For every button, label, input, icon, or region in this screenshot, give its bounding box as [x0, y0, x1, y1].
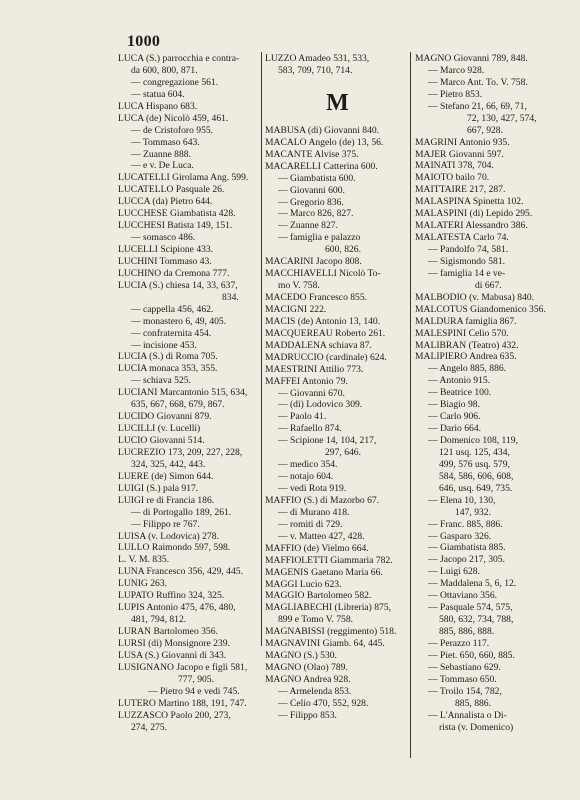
index-entry-line: MALCOTUS Giandomenico 356.	[415, 303, 546, 315]
index-entry-line: LUSA (S.) Giovanni di 343.	[118, 649, 227, 661]
page-number: 1000	[127, 33, 161, 50]
index-entry-line: LUCHINI Tommaso 43.	[118, 255, 212, 267]
column-2-entries	[265, 125, 410, 722]
index-entry-line: 646, usq. 649, 735.	[439, 482, 513, 494]
index-entry-line: MACIGNI 222.	[265, 303, 327, 315]
index-entry-line: MAGNAVINI Giamb. 64, 445.	[265, 638, 385, 650]
index-entry-line: LUZZASCO Paolo 200, 273,	[118, 709, 231, 721]
index-entry-line: LUNA Francesco 356, 429, 445.	[118, 566, 243, 578]
index-entry-line: — Pietro 94 e vedi 745.	[148, 685, 240, 697]
index-entry-line: MAITTAIRE 217, 287.	[415, 184, 506, 196]
index-entry-line: MALASPINI (di) Lepido 295.	[415, 208, 533, 220]
index-entry-line: MAFFEI Antonio 79.	[265, 375, 348, 387]
index-entry-line: — incisione 453.	[131, 339, 197, 351]
index-entry-line: — Pasquale 574, 575,	[428, 602, 513, 614]
index-column-1	[118, 53, 258, 733]
index-entry-line: MAGLIABECHI (Libreria) 875,	[265, 602, 392, 614]
index-entry-line: MACIS (de) Antonio 13, 140.	[265, 315, 381, 327]
index-entry-line: — Luigi 628.	[428, 566, 480, 578]
index-entry-line: MAGNO Giovanni 789, 848.	[415, 53, 528, 64]
index-entry-line: 885, 886, 888.	[439, 626, 495, 637]
index-entry-line: 635, 667, 668, 679, 867.	[131, 399, 225, 411]
index-entry-line: LUNIG 263.	[118, 578, 168, 590]
index-entry-line: — Marco Ant. To. V. 758.	[428, 76, 528, 88]
index-entry-line: — cappella 456, 462.	[131, 303, 214, 315]
index-entry-line: LUCA (S.) parrocchia e contra-	[118, 53, 240, 64]
index-entry-line: — Sigismondo 581.	[428, 255, 506, 267]
column-divider	[410, 52, 411, 758]
index-entry-line: — Paolo 41.	[278, 411, 327, 423]
index-entry-line: — statua 604.	[131, 88, 185, 100]
index-entry-line: 147, 932.	[455, 506, 491, 518]
index-entry-line: MAGENIS Gaetano Maria 66.	[265, 566, 383, 578]
index-entry-line: — medico 354.	[278, 459, 338, 471]
index-entry-line: MACEDO Francesco 855.	[265, 292, 368, 303]
index-entry-line: — Angelo 885, 886.	[428, 363, 507, 375]
index-entry-line: MALBODIO (v. Mabusa) 840.	[415, 291, 535, 303]
index-entry-line: LUCATELLO Pasquale 26.	[118, 184, 225, 196]
index-entry-line: LUZZO Amadeo 531, 533,	[265, 53, 370, 64]
index-entry-line: 885, 886.	[455, 697, 491, 709]
index-entry-line: — Scipione 14, 104, 217,	[278, 435, 377, 447]
index-entry-line: LUIGI re di Francia 186.	[118, 494, 215, 506]
index-entry-line: — Giovanni 600.	[278, 184, 345, 196]
index-entry-line: MAGNO Andrea 928.	[265, 674, 351, 685]
index-entry-line: — Jacopo 217, 305.	[428, 554, 506, 566]
index-entry-line: MAESTRINI Attilio 773.	[265, 363, 364, 375]
index-entry-line: MALATESTA Carlo 74.	[415, 232, 509, 244]
index-entry-line: MADDALENA schiava 87.	[265, 339, 372, 351]
index-entry-line: — notajo 604.	[278, 471, 334, 483]
section-letter: M	[326, 89, 349, 116]
index-entry-line: LUCIA (S.) chiesa 14, 33, 637,	[118, 279, 238, 291]
index-entry-line: LUCIO Giovanni 514.	[118, 435, 205, 446]
index-entry-line: MAGGIO Bartolomeo 582.	[265, 590, 372, 602]
index-entry-line: 600, 826.	[325, 244, 361, 256]
index-entry-line: — Ottaviano 356.	[428, 590, 498, 602]
index-entry-line: LUPATO Ruffino 324, 325.	[118, 590, 225, 602]
index-entry-line: — di Murano 418.	[278, 506, 350, 518]
index-entry-line: 583, 709, 710, 714.	[278, 64, 353, 76]
index-entry-line: LUCREZIO 173, 209, 227, 228,	[118, 446, 243, 458]
index-entry-line: MAGNABISSI (reggimento) 518.	[265, 626, 397, 638]
index-entry-line: MALIPIERO Andrea 635.	[415, 351, 517, 363]
index-entry-line: — Maddalena 5, 6, 12.	[428, 578, 517, 590]
index-entry-line: LUIGI (S.) pala 917.	[118, 482, 199, 494]
index-entry-line: — Stefano 21, 66, 69, 71,	[428, 100, 527, 112]
index-column-2	[265, 53, 410, 722]
index-entry-line: LULLO Raimondo 597, 598.	[118, 542, 231, 554]
index-entry-line: di 667.	[475, 279, 502, 291]
index-entry-line: 297, 646.	[325, 447, 361, 459]
index-entry-line: — vedi Rota 919.	[278, 483, 347, 494]
index-entry-line: L. V. M. 835.	[118, 554, 170, 566]
index-entry-line: 481, 794, 812.	[131, 614, 187, 626]
index-entry-line: LUCATELLI Girolama Ang. 599.	[118, 172, 249, 184]
index-entry-line: — Marco 928.	[428, 64, 485, 76]
index-entry-line: LUSIGNANO Jacopo e figli 581,	[118, 661, 248, 673]
index-entry-line: — Rafaello 874.	[278, 423, 342, 435]
index-entry-line: MAFFIO (S.) di Mazorbo 67.	[265, 494, 380, 506]
index-entry-line: MALASPINA Spinetta 102.	[415, 196, 524, 208]
index-entry-line: MABUSA (di) Giovanni 840.	[265, 124, 380, 136]
index-entry-line: — schiava 525.	[131, 375, 191, 387]
index-entry-line: LUCCA (da) Pietro 644.	[118, 196, 213, 208]
index-entry-line: — Beatrice 100.	[428, 387, 492, 399]
index-entry-line: LUCA (de) Nicolò 459, 461.	[118, 112, 229, 124]
index-entry-line: — Filippo 853.	[278, 709, 337, 721]
index-entry-line: — confraternita 454.	[131, 327, 212, 339]
index-entry-line: — v. Matteo 427, 428.	[278, 530, 365, 542]
index-entry-line: rista (v. Domenico)	[439, 721, 514, 733]
index-entry-line: MALDURA famiglia 867.	[415, 315, 517, 327]
index-entry-line: — Biagio 98.	[428, 399, 480, 411]
index-entry-line: LUCCHESI Batista 149, 151.	[118, 220, 233, 232]
index-entry-line: — Celio 470, 552, 928.	[278, 697, 369, 709]
index-entry-line: — Pandolfo 74, 581.	[428, 244, 509, 255]
index-entry-line: — somasco 486.	[131, 232, 196, 244]
index-entry-line: LUCIA (S.) di Roma 705.	[118, 351, 218, 363]
index-entry-line: 584, 586, 606, 608,	[439, 470, 514, 482]
index-entry-line: — Gregorio 836.	[278, 196, 344, 208]
index-entry-line: LUCIA monaca 353, 355.	[118, 363, 218, 375]
index-entry-line: — Elena 10, 130,	[428, 494, 496, 506]
index-entry-line: — di Portogallo 189, 261.	[131, 506, 232, 518]
index-entry-line: da 600, 800, 871.	[131, 64, 198, 76]
index-entry-line: — Piet. 650, 660, 885.	[428, 649, 515, 661]
index-entry-line: LUERE (de) Simon 644.	[118, 470, 214, 482]
index-entry-line: LUCIANI Marcantonio 515, 634,	[118, 387, 248, 399]
column-2-top-entries	[265, 53, 410, 77]
index-entry-line: 667, 928.	[467, 124, 503, 136]
index-entry-line: MAGNO (Olao) 789.	[265, 662, 348, 674]
index-entry-line: — Franc. 885, 886.	[428, 518, 503, 530]
index-entry-line: 499, 576 usq. 579,	[439, 458, 510, 470]
index-entry-line: MAIOTO bailo 70.	[415, 172, 490, 184]
column-divider	[261, 52, 262, 646]
index-entry-line: 580, 632, 734, 788,	[439, 614, 514, 626]
index-entry-line: — Carlo 906.	[428, 411, 481, 423]
index-entry-line: LUISA (v. Lodovica) 278.	[118, 530, 219, 542]
index-entry-line: — famiglia e palazzo	[278, 232, 361, 244]
index-entry-line: — romiti di 729.	[278, 518, 343, 530]
index-entry-line: 121 usq. 125, 434,	[439, 446, 510, 458]
index-entry-line: MAGGI Lucio 623.	[265, 578, 342, 590]
index-entry-line: — de Cristoforo 955.	[131, 124, 214, 136]
index-entry-line: MACARINI Jacopo 808.	[265, 256, 362, 268]
index-entry-line: 834.	[222, 291, 239, 303]
index-entry-line: 72, 130, 427, 574,	[467, 112, 537, 124]
index-column-3	[415, 53, 565, 733]
index-entry-line: LUCCHESE Giambatista 428.	[118, 208, 236, 220]
index-entry-line: MALIBRAN (Teatro) 432.	[415, 339, 519, 351]
index-entry-line: — Antonio 915.	[428, 375, 491, 387]
index-entry-line: MAINATI 378, 704.	[415, 160, 494, 172]
index-entry-line: LUCA Hispano 683.	[118, 100, 198, 112]
index-entry-line: — Tommaso 650.	[428, 673, 497, 685]
index-entry-line: — Zuanne 827.	[278, 220, 338, 232]
index-entry-line: — Giambatista 885.	[428, 542, 506, 554]
index-entry-line: LUCELLI Scipione 433.	[118, 244, 214, 255]
index-entry-line: MACALO Angelo (de) 13, 56.	[265, 136, 384, 148]
index-entry-line: — e v. De Luca.	[131, 160, 194, 172]
index-entry-line: MAFFIO (de) Vielmo 664.	[265, 542, 369, 554]
index-entry-line: — Giambatista 600.	[278, 172, 356, 184]
index-entry-line: LUCHINO da Cremona 777.	[118, 267, 230, 279]
index-entry-line: LURSI (di) Monsignore 239.	[118, 637, 230, 649]
index-entry-line: — Domenico 108, 119,	[428, 435, 518, 446]
index-entry-line: MACQUEREAU Roberto 261.	[265, 327, 386, 339]
index-entry-line: — famiglia 14 e ve-	[428, 267, 506, 279]
index-entry-line: 324, 325, 442, 443.	[131, 458, 206, 470]
index-entry-line: — monastero 6, 49, 405.	[131, 315, 227, 327]
index-entry-line: MAGNO (S.) 530.	[265, 650, 337, 662]
index-entry-line: — Perazzo 117.	[428, 637, 490, 649]
index-entry-line: — Armelenda 853.	[278, 685, 352, 697]
index-entry-line: LURAN Bartolomeo 356.	[118, 626, 218, 637]
index-entry-line: LUCIDO Giovanni 879.	[118, 411, 212, 423]
index-entry-line: MAJER Giovanni 597.	[415, 148, 504, 160]
index-entry-line: — Giovanni 670.	[278, 387, 345, 399]
index-entry-line: 899 e Tomo V. 758.	[278, 614, 354, 626]
index-entry-line: — Sebastiano 629.	[428, 661, 501, 673]
index-entry-line: 274, 275.	[131, 721, 167, 733]
index-entry-line: MACCHIAVELLI Nicolò To-	[265, 268, 381, 280]
index-entry-line: mo V. 758.	[278, 280, 320, 292]
index-entry-line: MACARELLI Catterina 600.	[265, 160, 378, 172]
index-entry-line: MAGRINI Antonio 935.	[415, 136, 510, 148]
index-entry-line: — Pietro 853.	[428, 88, 483, 100]
index-entry-line: LUPIS Antonio 475, 476, 480,	[118, 602, 236, 614]
index-entry-line: — Troilo 154, 782,	[428, 685, 502, 697]
index-entry-line: — Tommaso 643.	[131, 136, 200, 148]
index-entry-line: MALESPINI Celio 570.	[415, 327, 509, 339]
index-entry-line: — congregazione 561.	[131, 76, 219, 88]
index-entry-line: MAFFIOLETTI Giammaria 782.	[265, 554, 393, 566]
index-entry-line: MALATERI Alessandro 386.	[415, 220, 528, 232]
index-entry-line: — Dario 664.	[428, 423, 482, 435]
index-entry-line: 777, 905.	[178, 673, 214, 685]
index-entry-line: — Zuanne 888.	[131, 148, 191, 160]
index-entry-line: — L'Annalista o Di-	[428, 709, 507, 721]
index-entry-line: LUCILLI (v. Lucelli)	[118, 423, 201, 435]
index-entry-line: LUTERO Martino 188, 191, 747.	[118, 697, 247, 709]
index-entry-line: MACANTE Alvise 375.	[265, 148, 359, 160]
index-entry-line: — Marco 826, 827.	[278, 208, 354, 220]
index-entry-line: MADRUCCIO (cardinale) 624.	[265, 351, 387, 363]
index-entry-line: — Filippo re 767.	[131, 518, 200, 530]
index-entry-line: — (di) Lodovico 309.	[278, 399, 363, 411]
index-entry-line: — Gasparo 326.	[428, 530, 492, 542]
